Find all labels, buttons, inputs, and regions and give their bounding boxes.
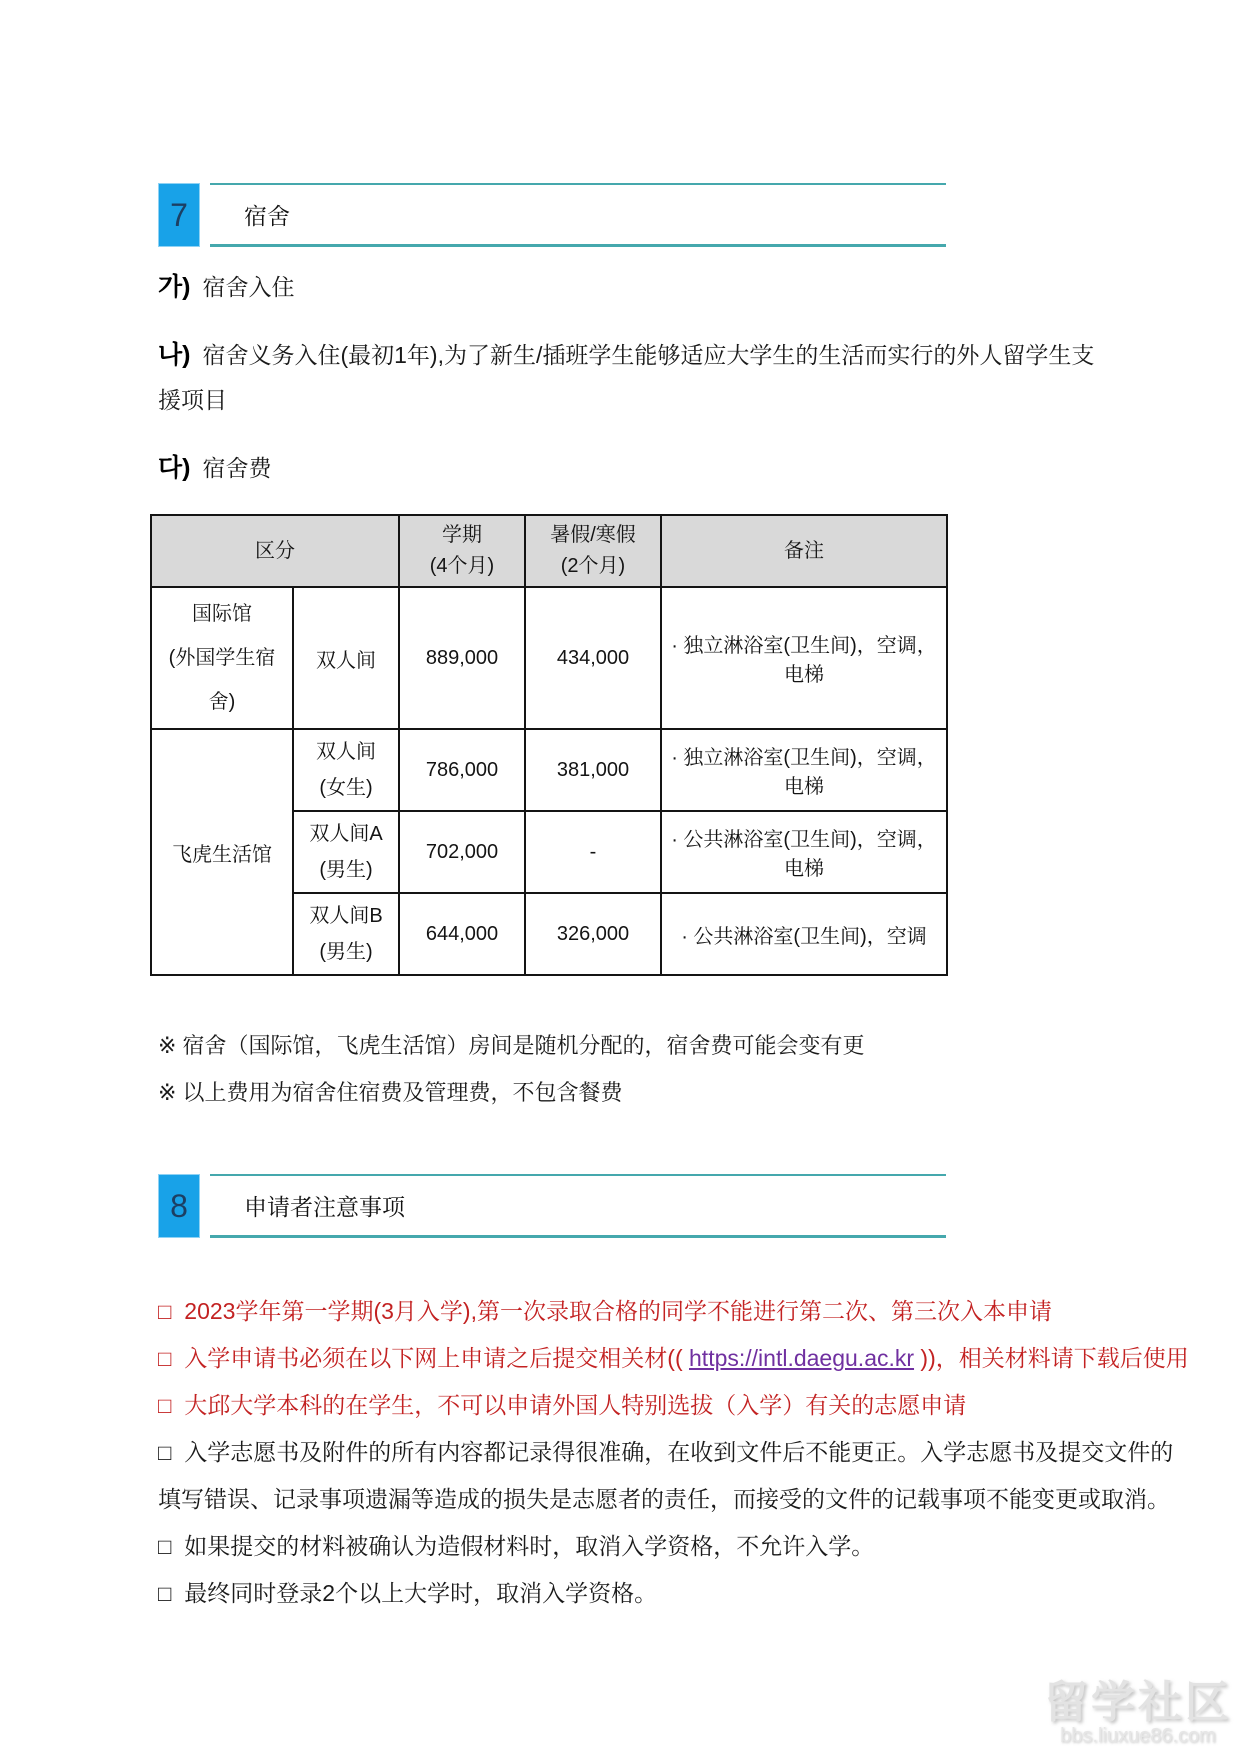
dorm-item-c [158, 446, 1192, 491]
watermark [1044, 1678, 1232, 1748]
section-title: 宿舍 [244, 203, 290, 229]
notice-text: 大邱大学本科的在学生，不可以申请外国人特别选拔（入学）有关的志愿申请 [184, 1392, 967, 1418]
checkbox-icon: □ [158, 1534, 172, 1559]
notice-text-before-link: 入学申请书必须在以下网上申请之后提交相关材(( [184, 1345, 690, 1371]
vacation-fee-cell: 381,000 [525, 729, 661, 811]
watermark-url: bbs.liuxue86.com [1060, 1725, 1216, 1747]
semester-fee-cell: 786,000 [399, 729, 525, 811]
room-gender: (女生) [319, 777, 373, 799]
list-marker-ga: 가) [158, 273, 191, 301]
remark-cell: · 公共淋浴室(卫生间)，空调 [661, 893, 947, 975]
notice-text: 2023学年第一学期(3月入学),第一次录取合格的同学不能进行第二次、第三次入本申请 [184, 1298, 1052, 1324]
watermark-title: 留学社区 [1044, 1678, 1232, 1727]
dorm-fee-table [150, 514, 948, 976]
notice-list [158, 1288, 1192, 1617]
vacation-fee-cell: 326,000 [525, 893, 661, 975]
room-gender: (男生) [319, 859, 373, 881]
header-semester-line2: (4个月) [429, 555, 495, 577]
room-type: 双人间A [309, 823, 383, 845]
building-cell-feihu: 飞虎生活馆 [151, 729, 293, 975]
semester-fee-cell: 889,000 [399, 587, 525, 729]
room-type-cell [293, 893, 399, 975]
dorm-item-b-text: 宿舍义务入住(最初1年),为了新生/插班学生能够适应大学生的生活而实行的外人留学生支援项目 [158, 342, 1095, 413]
header-semester [399, 515, 525, 587]
section-notice-header [158, 1174, 1192, 1238]
notice-text-after-link: ))，相关材料请下载后使用 [914, 1345, 1189, 1371]
header-vacation-line2: (2个月) [560, 555, 626, 577]
fee-table-header-row [151, 515, 947, 587]
room-gender: (男生) [319, 941, 373, 963]
checkbox-icon: □ [158, 1581, 172, 1606]
header-vacation-line1: 暑假/寒假 [550, 524, 636, 546]
checkbox-icon: □ [158, 1299, 172, 1324]
room-type-cell [293, 729, 399, 811]
header-vacation [525, 515, 661, 587]
header-category: 区分 [151, 515, 399, 587]
header-semester-line1: 学期 [442, 524, 482, 546]
notice-text: 如果提交的材料被确认为造假材料时，取消入学资格，不允许入学。 [184, 1533, 875, 1559]
list-marker-na: 나) [158, 341, 191, 369]
room-type: 双人间 [316, 649, 376, 672]
section-number-badge: 7 [158, 183, 200, 247]
vacation-fee-cell: 434,000 [525, 587, 661, 729]
checkbox-icon: □ [158, 1393, 172, 1418]
remark-cell: · 公共淋浴室(卫生间)，空调，电梯 [661, 811, 947, 893]
dorm-item-a-text: 宿舍入住 [202, 274, 295, 300]
building-cell-international [151, 587, 293, 729]
list-marker-da: 다) [158, 454, 191, 482]
room-type: 双人间B [309, 905, 383, 927]
page-content [158, 183, 1192, 1617]
room-type: 双人间 [316, 741, 376, 763]
section-title: 申请者注意事项 [244, 1194, 405, 1220]
checkbox-icon: □ [158, 1346, 172, 1371]
section-number-badge: 8 [158, 1174, 200, 1238]
remark-cell: · 独立淋浴室(卫生间)，空调，电梯 [661, 729, 947, 811]
checkbox-icon: □ [158, 1440, 172, 1465]
notice-item [158, 1382, 1192, 1429]
fee-row-feihu-female [151, 729, 947, 811]
section-title-rule [210, 1174, 946, 1238]
building-subname: (外国学生宿舍) [168, 647, 276, 713]
footnote: ※ 以上费用为宿舍住宿费及管理费，不包含餐费 [158, 1080, 623, 1105]
section-dorm-header [158, 183, 1192, 247]
remark-cell: · 独立淋浴室(卫生间)，空调，电梯 [661, 587, 947, 729]
dorm-item-b [158, 333, 1106, 423]
header-remark: 备注 [661, 515, 947, 587]
notice-text: 最终同时登录2个以上大学时，取消入学资格。 [184, 1580, 658, 1606]
semester-fee-cell: 644,000 [399, 893, 525, 975]
semester-fee-cell: 702,000 [399, 811, 525, 893]
table-footnotes [158, 1022, 1192, 1116]
section-title-rule [210, 183, 946, 247]
notice-item [158, 1429, 1192, 1523]
fee-row-international [151, 587, 947, 729]
building-name: 国际馆 [192, 603, 252, 625]
notice-item [158, 1335, 1192, 1382]
vacation-fee-cell: - [525, 811, 661, 893]
external-link[interactable]: https://intl.daegu.ac.kr [689, 1345, 915, 1371]
dorm-item-c-text: 宿舍费 [202, 455, 272, 481]
room-type-cell [293, 587, 399, 729]
footnote: ※ 宿舍（国际馆，飞虎生活馆）房间是随机分配的，宿舍费可能会变有更 [158, 1033, 865, 1058]
notice-item [158, 1523, 1192, 1570]
notice-item [158, 1288, 1192, 1335]
notice-text: 入学志愿书及附件的所有内容都记录得很准确，在收到文件后不能更正。入学志愿书及提交文件的填写错误、记录事项遗漏等造成的损失是志愿者的责任，而接受的文件的记载事项不能变更或取消。 [158, 1439, 1174, 1512]
dorm-item-a [158, 265, 1192, 310]
notice-item [158, 1570, 1192, 1617]
room-type-cell [293, 811, 399, 893]
